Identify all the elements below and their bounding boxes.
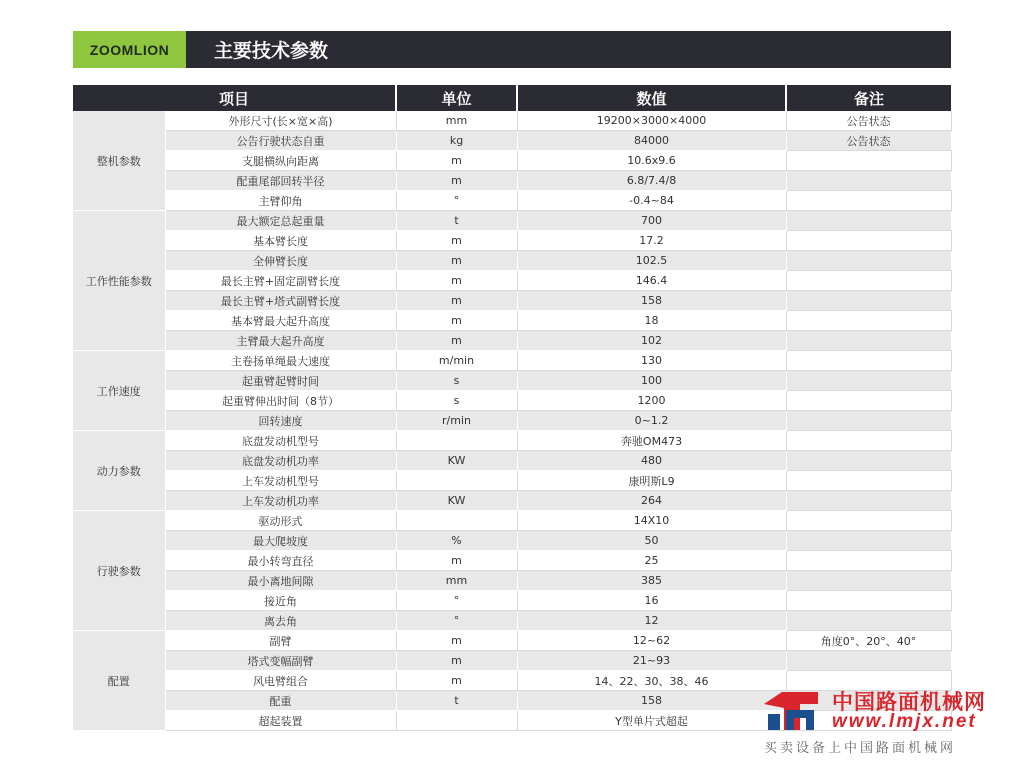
group-label: 行驶参数 <box>73 511 165 631</box>
cell-unit: KW <box>396 491 517 511</box>
cell-note <box>786 491 951 511</box>
table-row <box>73 571 951 591</box>
cell-note <box>786 171 951 191</box>
cell-value: 100 <box>517 371 786 391</box>
cell-item: 基本臂长度 <box>165 231 396 251</box>
cell-unit: m <box>396 291 517 311</box>
table-row <box>73 111 951 131</box>
cell-note <box>786 351 951 371</box>
cell-item: 公告行驶状态自重 <box>165 131 396 151</box>
cell-unit: m/min <box>396 351 517 371</box>
group-label: 工作性能参数 <box>73 211 165 351</box>
cell-item: 配重尾部回转半径 <box>165 171 396 191</box>
cell-note <box>786 591 951 611</box>
cell-note <box>786 271 951 291</box>
cell-value: 17.2 <box>517 231 786 251</box>
cell-unit: t <box>396 211 517 231</box>
cell-item: 副臂 <box>165 631 396 651</box>
cell-unit: kg <box>396 131 517 151</box>
cell-note <box>786 511 951 531</box>
cell-unit <box>396 711 517 731</box>
cell-item: 最大爬坡度 <box>165 531 396 551</box>
cell-unit: m <box>396 231 517 251</box>
cell-note <box>786 531 951 551</box>
cell-item: 起重臂起臂时间 <box>165 371 396 391</box>
table-row <box>73 411 951 431</box>
col-header-item: 项目 <box>73 85 396 111</box>
table-row <box>73 431 951 451</box>
cell-unit: s <box>396 391 517 411</box>
cell-value: 130 <box>517 351 786 371</box>
table-row <box>73 371 951 391</box>
cell-value: 12~62 <box>517 631 786 651</box>
cell-value: -0.4~84 <box>517 191 786 211</box>
cell-value: 6.8/7.4/8 <box>517 171 786 191</box>
table-row <box>73 191 951 211</box>
cell-value: 146.4 <box>517 271 786 291</box>
cell-unit: ° <box>396 191 517 211</box>
cell-unit: ° <box>396 611 517 631</box>
cell-unit: m <box>396 651 517 671</box>
cell-note <box>786 371 951 391</box>
cell-unit: m <box>396 151 517 171</box>
cell-note <box>786 391 951 411</box>
cell-item: 外形尺寸(长×宽×高) <box>165 111 396 131</box>
cell-note <box>786 431 951 451</box>
cell-note <box>786 211 951 231</box>
table-row <box>73 231 951 251</box>
table-row <box>73 511 951 531</box>
cell-value: 康明斯L9 <box>517 471 786 491</box>
cell-value: 158 <box>517 291 786 311</box>
lmjx-logo-icon <box>760 684 822 738</box>
cell-item: 风电臂组合 <box>165 671 396 691</box>
cell-value: 102.5 <box>517 251 786 271</box>
watermark-url: www.lmjx.net <box>832 711 977 732</box>
cell-value: 385 <box>517 571 786 591</box>
cell-item: 底盘发动机功率 <box>165 451 396 471</box>
cell-value: 0~1.2 <box>517 411 786 431</box>
cell-value: 14X10 <box>517 511 786 531</box>
cell-note <box>786 151 951 171</box>
cell-item: 底盘发动机型号 <box>165 431 396 451</box>
table-row <box>73 651 951 671</box>
table-row <box>73 391 951 411</box>
cell-unit: % <box>396 531 517 551</box>
cell-item: 接近角 <box>165 591 396 611</box>
cell-item: 回转速度 <box>165 411 396 431</box>
cell-note <box>786 191 951 211</box>
page-title: 主要技术参数 <box>214 40 329 62</box>
cell-item: 全伸臂长度 <box>165 251 396 271</box>
cell-note <box>786 311 951 331</box>
cell-unit: KW <box>396 451 517 471</box>
cell-note <box>786 231 951 251</box>
cell-item: 最长主臂+塔式副臂长度 <box>165 291 396 311</box>
cell-note <box>786 251 951 271</box>
cell-value: 16 <box>517 591 786 611</box>
group-label: 配置 <box>73 631 165 731</box>
table-row <box>73 171 951 191</box>
cell-value: 10.6x9.6 <box>517 151 786 171</box>
cell-unit: mm <box>396 571 517 591</box>
table-row <box>73 591 951 611</box>
cell-item: 起重臂伸出时间（8节） <box>165 391 396 411</box>
cell-item: 塔式变幅副臂 <box>165 651 396 671</box>
cell-value: 1200 <box>517 391 786 411</box>
cell-note: 公告状态 <box>786 131 951 151</box>
cell-item: 最长主臂+固定副臂长度 <box>165 271 396 291</box>
cell-unit: m <box>396 311 517 331</box>
cell-note <box>786 571 951 591</box>
cell-value: Y型单片式超起 <box>517 711 786 731</box>
cell-note: 角度0°、20°、40° <box>786 631 951 651</box>
table-row <box>73 531 951 551</box>
table-row <box>73 331 951 351</box>
cell-value: 102 <box>517 331 786 351</box>
cell-item: 最小转弯直径 <box>165 551 396 571</box>
cell-value: 480 <box>517 451 786 471</box>
table-row <box>73 131 951 151</box>
cell-item: 主卷扬单绳最大速度 <box>165 351 396 371</box>
cell-unit <box>396 471 517 491</box>
cell-note: 公告状态 <box>786 111 951 131</box>
col-header-value: 数值 <box>517 85 786 111</box>
cell-value: 奔驰OM473 <box>517 431 786 451</box>
table-row <box>73 491 951 511</box>
cell-item: 离去角 <box>165 611 396 631</box>
cell-unit: r/min <box>396 411 517 431</box>
cell-item: 基本臂最大起升高度 <box>165 311 396 331</box>
cell-unit: m <box>396 331 517 351</box>
group-label: 动力参数 <box>73 431 165 511</box>
table-row <box>73 451 951 471</box>
cell-note <box>786 451 951 471</box>
cell-unit <box>396 431 517 451</box>
cell-item: 上车发动机型号 <box>165 471 396 491</box>
cell-value: 158 <box>517 691 786 711</box>
table-row <box>73 251 951 271</box>
cell-unit: mm <box>396 111 517 131</box>
watermark <box>760 684 1020 774</box>
watermark-site-name: 中国路面机械网 <box>832 690 986 714</box>
cell-item: 主臂仰角 <box>165 191 396 211</box>
cell-unit: ° <box>396 591 517 611</box>
group-label: 整机参数 <box>73 111 165 211</box>
table-row <box>73 151 951 171</box>
cell-unit: t <box>396 691 517 711</box>
cell-unit: s <box>396 371 517 391</box>
cell-value: 18 <box>517 311 786 331</box>
cell-value: 14、22、30、38、46 <box>517 671 786 691</box>
zoomlion-logo: ZOOMLION <box>73 31 186 68</box>
table-row <box>73 611 951 631</box>
watermark-tagline: 买卖设备上中国路面机械网 <box>764 741 957 756</box>
cell-value: 19200×3000×4000 <box>517 111 786 131</box>
cell-unit <box>396 511 517 531</box>
table-row <box>73 351 951 371</box>
cell-note <box>786 551 951 571</box>
cell-value: 700 <box>517 211 786 231</box>
table-row <box>73 311 951 331</box>
cell-item: 上车发动机功率 <box>165 491 396 511</box>
cell-item: 最大额定总起重量 <box>165 211 396 231</box>
table-row <box>73 211 951 231</box>
spec-table <box>73 85 952 731</box>
cell-value: 50 <box>517 531 786 551</box>
cell-unit: m <box>396 171 517 191</box>
cell-note <box>786 331 951 351</box>
cell-item: 支腿横纵向距离 <box>165 151 396 171</box>
cell-value: 12 <box>517 611 786 631</box>
table-header-row <box>73 85 951 111</box>
cell-unit: m <box>396 671 517 691</box>
cell-item: 配重 <box>165 691 396 711</box>
title-bar <box>73 31 951 68</box>
cell-unit: m <box>396 251 517 271</box>
cell-note <box>786 651 951 671</box>
table-row <box>73 551 951 571</box>
cell-item: 最小离地间隙 <box>165 571 396 591</box>
cell-value: 25 <box>517 551 786 571</box>
cell-note <box>786 411 951 431</box>
cell-item: 超起装置 <box>165 711 396 731</box>
cell-value: 21~93 <box>517 651 786 671</box>
table-row <box>73 471 951 491</box>
table-row <box>73 291 951 311</box>
col-header-unit: 单位 <box>396 85 517 111</box>
cell-unit: m <box>396 551 517 571</box>
table-row <box>73 631 951 651</box>
cell-item: 主臂最大起升高度 <box>165 331 396 351</box>
cell-value: 84000 <box>517 131 786 151</box>
cell-note <box>786 291 951 311</box>
cell-note <box>786 611 951 631</box>
cell-value: 264 <box>517 491 786 511</box>
cell-unit: m <box>396 271 517 291</box>
col-header-note: 备注 <box>786 85 951 111</box>
cell-note <box>786 471 951 491</box>
cell-unit: m <box>396 631 517 651</box>
table-row <box>73 271 951 291</box>
cell-item: 驱动形式 <box>165 511 396 531</box>
group-label: 工作速度 <box>73 351 165 431</box>
